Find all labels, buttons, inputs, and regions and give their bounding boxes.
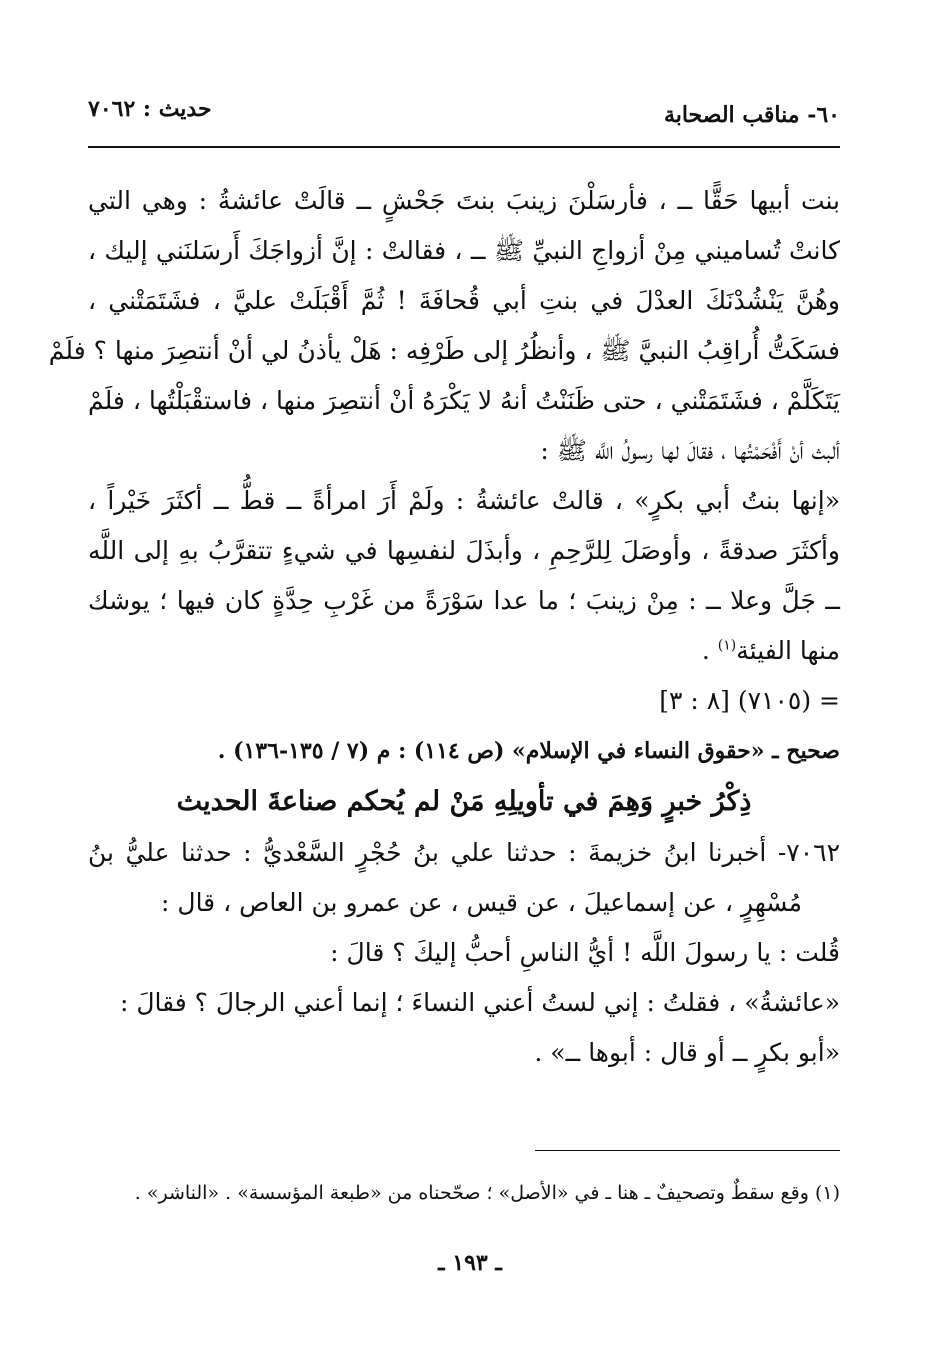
- hadith-line: «أبو بكرٍ ــ أو قال : أبوها ــ» .: [534, 1038, 840, 1067]
- text-line: وهُنَّ يَنْشُدْنَكَ العدْلَ في بنتِ أبي قُحافَةَ ! ثُمَّ أَقْبَلَتْ عليَّ ، فشَتَمَتْني ،: [88, 286, 840, 315]
- footnote: (١) وقع سقطٌ وتصحيفٌ ـ هنا ـ في «الأصل» ؛ صحّحناه من «طبعة المؤسسة» . «الناشر» .: [134, 1182, 840, 1204]
- main-text: [48, 176, 840, 1078]
- text-line: يَتَكَلَّمْ ، فشَتَمَتْني ، حتى ظَنَنْتُ أنهُ لا يَكْرَهُ أنْ أنتصِرَ منها ، فاستقْبَلْتُها ، فلَمْ: [88, 386, 840, 415]
- text-line: بنت أبيها حَقًّا ــ ، فأرسَلْنَ زينبَ بنتَ جَحْشٍ ــ قالَتْ عائشةُ : وهي التي: [88, 186, 840, 215]
- footnote-rule: [535, 1150, 840, 1151]
- hadith-line: ٧٠٦٢- أخبرنا ابنُ خزيمةَ : حدثنا علي بنُ حُجْرٍ السَّعْديُّ : حدثنا عليُّ بنُ: [88, 838, 840, 867]
- sentence-end: .: [701, 636, 718, 665]
- text-line: وأكثَرَ صدقةً ، وأوصَلَ لِلرَّحِمِ ، وأبذَلَ لنفسِها في شيءٍ تتقرَّبُ بهِ إلى اللَّه: [88, 536, 840, 565]
- text-line: فسَكَتُّ أُراقِبُ النبيَّ ﷺ ، وأنظُرُ إلى طَرْفِه : هَلْ يأذنُ لي أنْ أنتصِرَ منها ؟ فلَمْ: [48, 336, 840, 365]
- hadith-line: «عائشةُ» ، فقلتُ : إني لستُ أعني النساءَ ؛ إنما أعني الرجالَ ؟ فقالَ :: [119, 988, 840, 1017]
- footnote-marker: (١): [717, 637, 737, 654]
- text-line: منها الفيئة: [736, 636, 840, 665]
- text-line: «إنها بنتُ أبي بكرٍ» ، قالتْ عائشةُ : ولَمْ أَرَ امرأةً ــ قطُّ ــ أكثَرَ خَيْراً ،: [88, 486, 840, 515]
- header-rule: [88, 146, 840, 148]
- text-line-with-footnote: [88, 626, 840, 676]
- running-header: [88, 96, 840, 136]
- page-number: ـ ١٩٣ ـ: [438, 1250, 502, 1276]
- hadith-number-label: حديث : ٧٠٦٢: [88, 96, 212, 122]
- text-line: ألبث أنْ أَفْحَمْتُها ، فقالَ لها رسولُ اللَّه ﷺ :: [540, 436, 840, 465]
- hadith-line: قُلت : يا رسولَ اللَّه ! أيُّ الناسِ أحبُّ إليكَ ؟ قالَ :: [330, 938, 840, 967]
- cross-reference: = (٧١٠٥) [٨ : ٣]: [659, 686, 840, 715]
- hadith-line: مُسْهِرٍ ، عن إسماعيلَ ، عن قيس ، عن عمرو بن العاص ، قال :: [161, 888, 802, 917]
- section-heading: ذِكْرُ خبرٍ وَهِمَ في تأويلِهِ مَنْ لم يُحكم صناعةَ الحديث: [176, 786, 752, 817]
- text-line: ــ جَلَّ وعلا ــ : مِنْ زينبَ ؛ ما عدا سَوْرَةً من غَرْبِ حِدَّةٍ كان فيها ؛ يوشك: [88, 586, 840, 615]
- text-line: كانتْ تُساميني مِنْ أزواجِ النبيِّ ﷺ ــ ، فقالتْ : إنَّ أزواجَكَ أَرسَلنَني إليك ،: [88, 236, 840, 265]
- chapter-title: ٦٠- مناقب الصحابة: [663, 102, 840, 128]
- hadith-grade: صحيح ـ «حقوق النساء في الإسلام» (ص ١١٤) : م (٧ / ١٣٥-١٣٦) .: [217, 738, 840, 764]
